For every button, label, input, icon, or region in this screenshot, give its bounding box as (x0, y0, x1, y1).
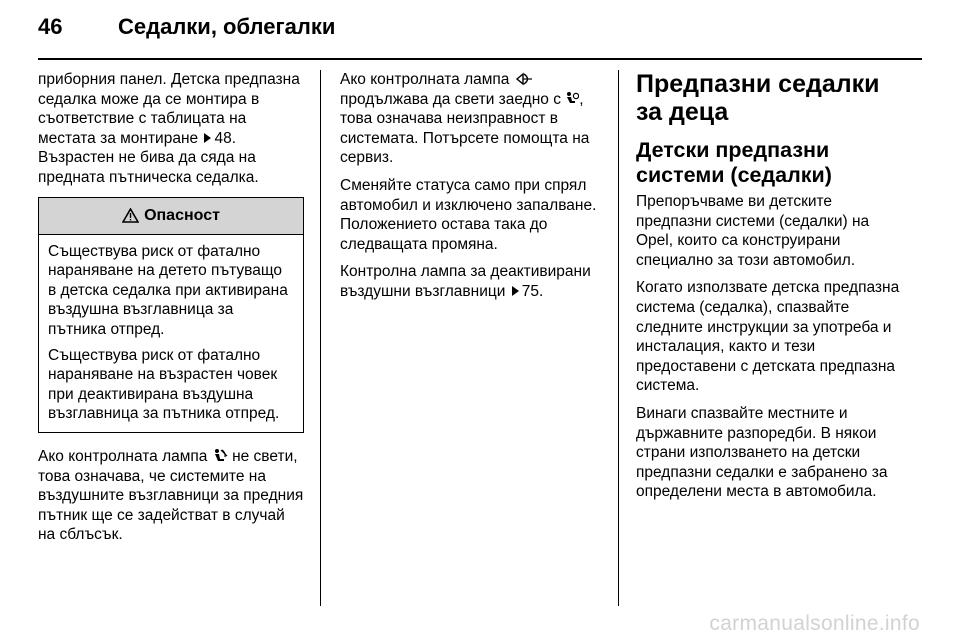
xref-arrow-icon (204, 133, 211, 143)
paragraph (38, 70, 304, 188)
airbag-fault-lamp-icon (514, 71, 534, 87)
paragraph-text: Контролна лампа за деактивирани въздушни възглавници (340, 263, 591, 300)
paragraph-text: Ако контролната лампа (340, 71, 510, 88)
running-title: Седалки, облегалки (118, 14, 336, 39)
paragraph-text: продължава да свети заедно с (340, 90, 561, 108)
airbag-off-lamp-icon (212, 448, 228, 464)
danger-box-title: Опасност (144, 206, 220, 224)
paragraph: Винаги спазвайте местните и държавните разпоредби. В някои страни използването на детски предпазни седалки е забранено за определени места в автомобила. (636, 404, 888, 501)
paragraph: Сменяйте статуса само при спрял автомобил и изключено запалване. Положението остава така до следващата промяна. (340, 176, 597, 253)
column-3 (636, 70, 906, 510)
header-rule (38, 58, 922, 60)
airbag-on-lamp-icon (565, 91, 579, 107)
warning-triangle-icon (122, 208, 139, 223)
column-divider-1 (320, 70, 321, 606)
danger-text: Съществува риск от фатално нараняване на възрастен човек при деактивирана въздушна възглавница за пътника отпред. (48, 346, 280, 423)
paragraph (38, 447, 304, 545)
xref-link[interactable]: 75 (521, 282, 539, 300)
column-2 (340, 70, 608, 310)
column-divider-2 (618, 70, 619, 606)
xref-arrow-icon (512, 286, 519, 296)
paragraph (340, 262, 608, 301)
page-number: 46 (38, 14, 63, 39)
danger-box-body (39, 235, 303, 432)
paragraph-text: приборния панел. Детска предпазна седалка може да се монтира в съответствие с таблицата на местата за монтиране (38, 71, 300, 147)
paragraph: Когато използвате детска предпазна система (седалка), спазвайте следните инструкции за употреба и инсталация, както и тези предоставени с детската предпазна система. (636, 279, 900, 395)
paragraph (340, 70, 608, 168)
page-header (38, 14, 335, 50)
paragraph-text: Ако контролната лампа (38, 447, 208, 465)
subsection-heading: Детски предпазни системи (седалки) (636, 138, 832, 187)
xref-link[interactable]: 48 (214, 129, 232, 147)
paragraph-text: не свети, това означава, че системите на въздушните възглавници за предния пътник ще се задействат в случай на сблъсък. (38, 447, 304, 544)
paragraph-text: . (538, 282, 544, 300)
column-1 (38, 70, 304, 553)
section-heading: Предпазни седалки за деца (636, 70, 880, 126)
paragraph-text: . Възрастен не бива да сяда на предната пътническа седалка. (38, 129, 259, 186)
paragraph: Препоръчваме ви детските предпазни системи (седалки) на Opel, които са конструирани специално за този автомобил. (636, 193, 870, 269)
danger-text: Съществува риск от фатално нараняване на детето пътуващо в детска седалка при активирана въздушна възглавница за пътника отпред. (48, 242, 288, 338)
danger-box (38, 197, 304, 433)
watermark: carmanualsonline.info (709, 612, 920, 635)
paragraph-text: , това означава неизправност в системата. Потърсете помощта на сервиз. (340, 90, 590, 167)
danger-box-header (39, 198, 303, 235)
